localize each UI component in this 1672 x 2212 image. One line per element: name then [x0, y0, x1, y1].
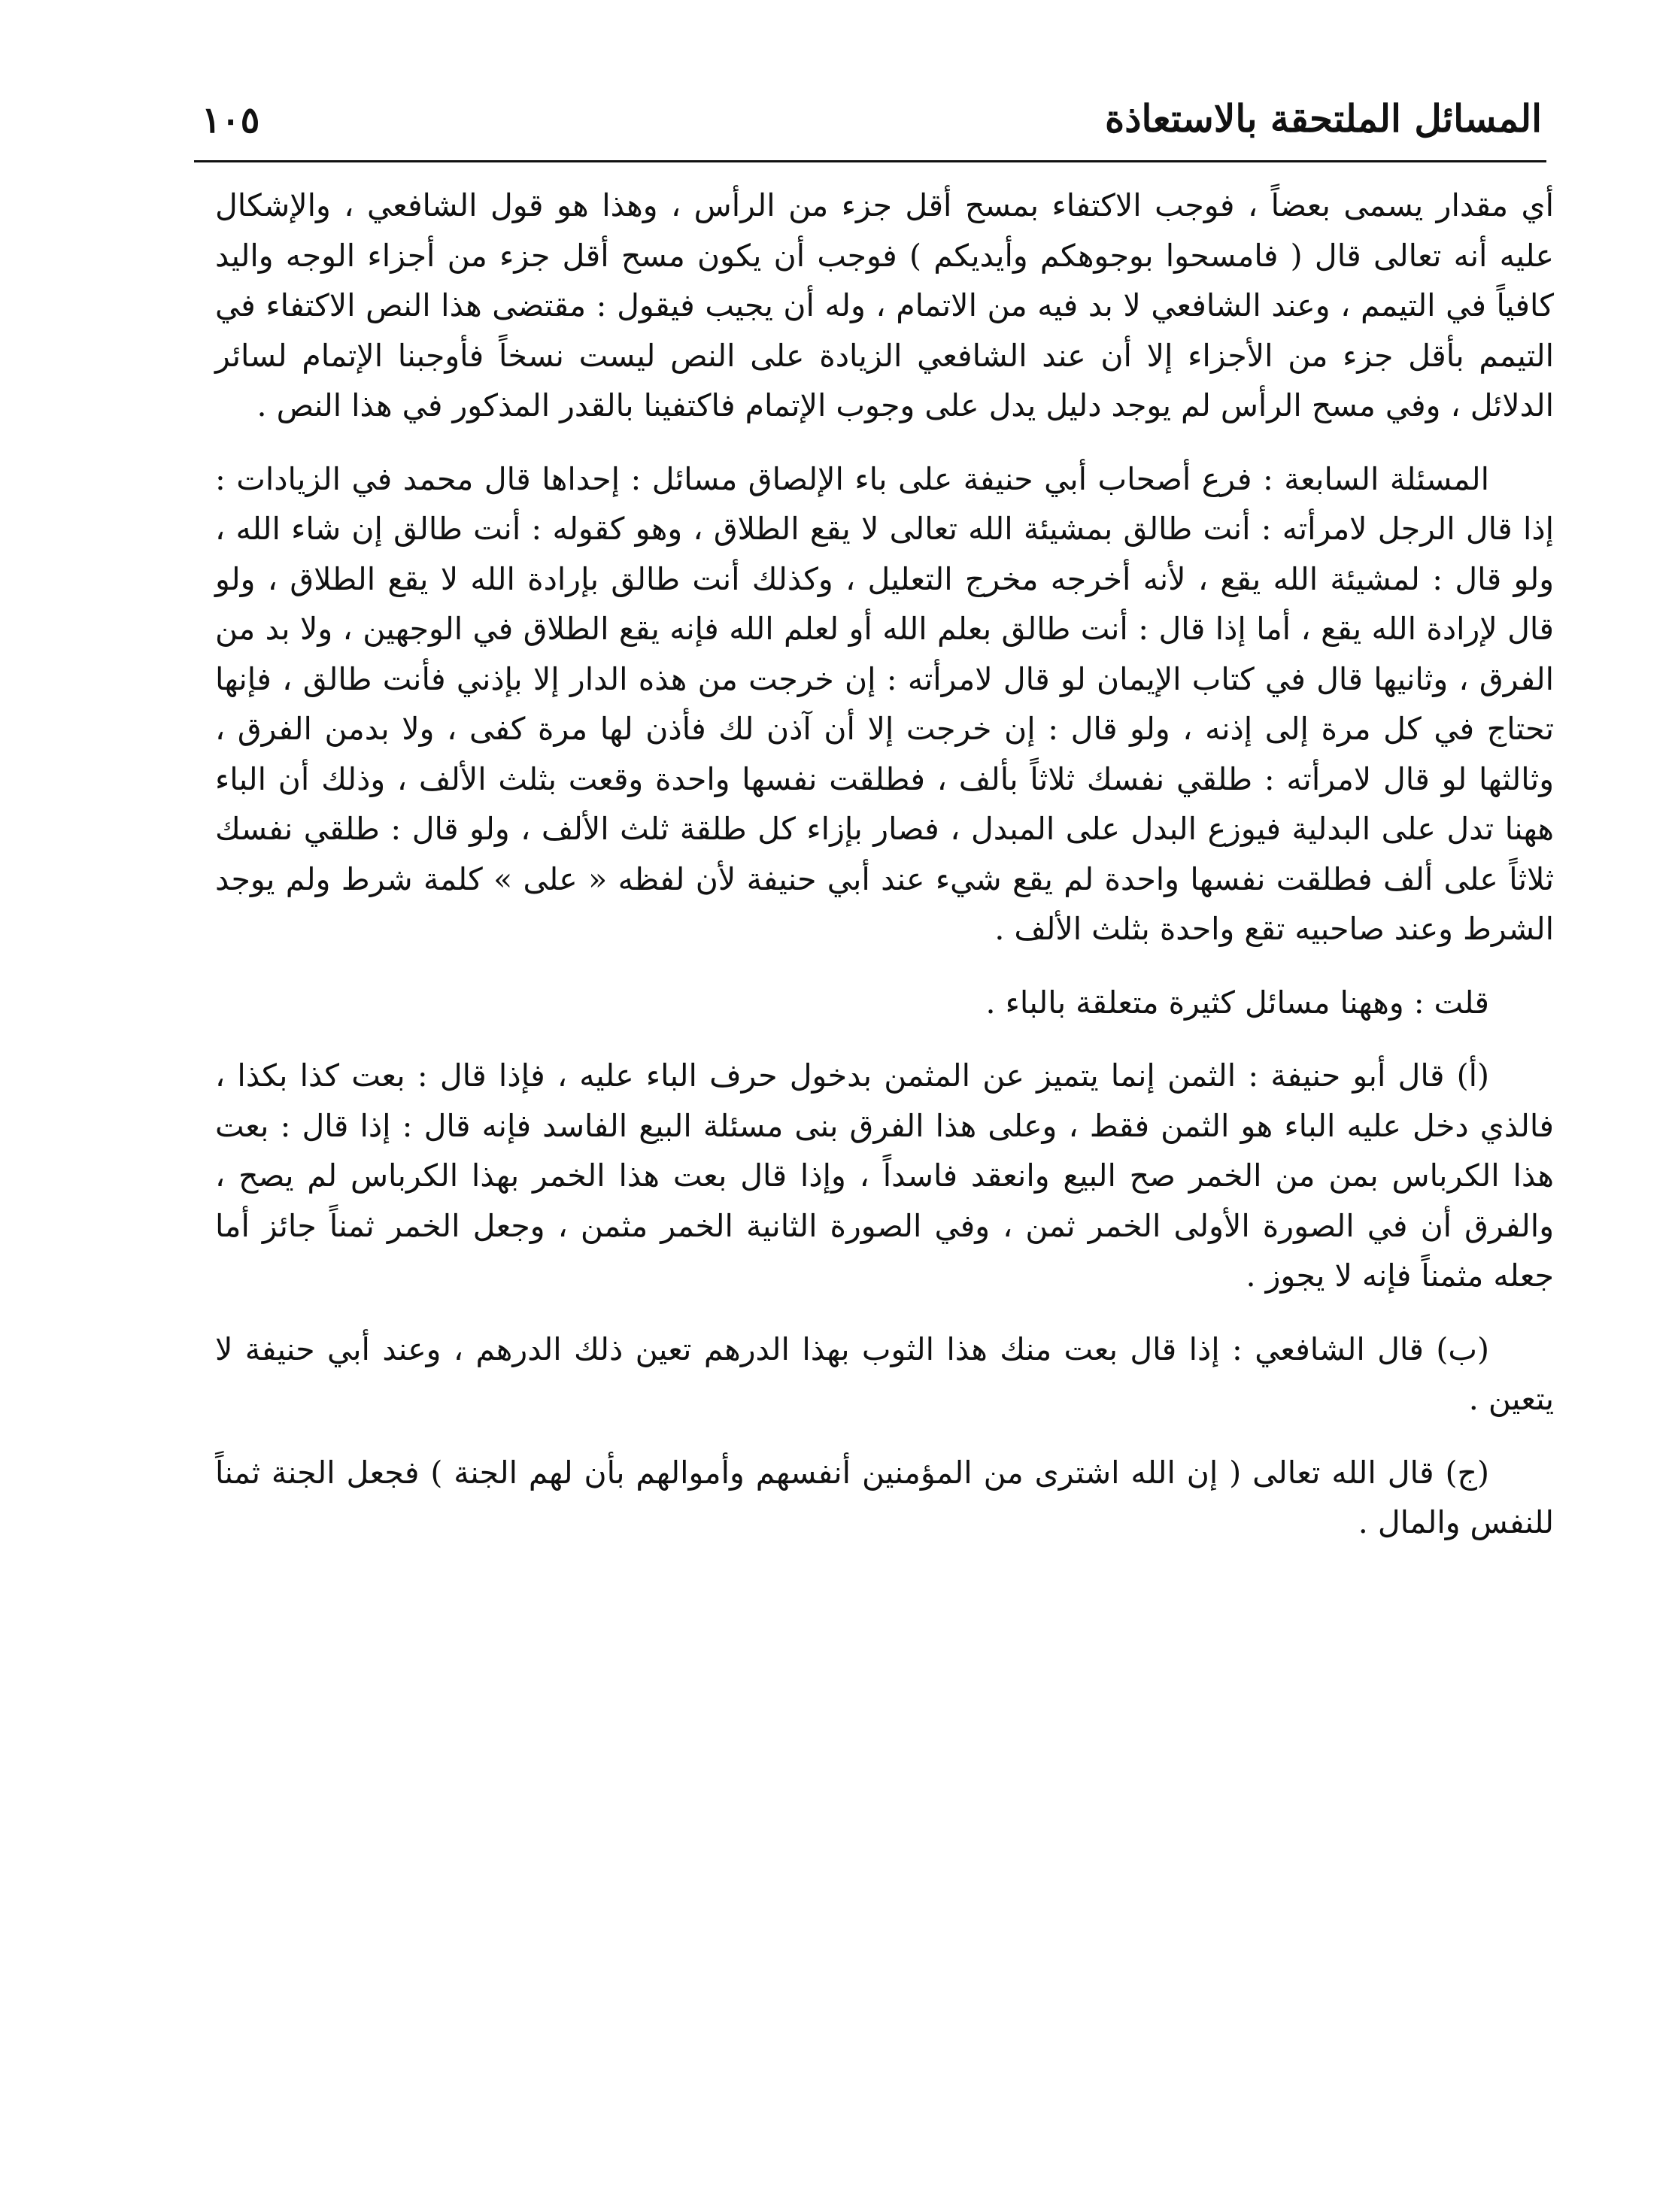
paragraph-item-b: (ب) قال الشافعي : إذا قال بعت منك هذا الثوب بهذا الدرهم تعين ذلك الدرهم ، وعند أبي حنيفة لا يتعين . [215, 1331, 1554, 1417]
paragraph-item-c: (ج) قال الله تعالى ( إن الله اشترى من المؤمنين أنفسهم وأموالهم بأن لهم الجنة ) فجعل الجنة ثمناً للنفس والمال . [215, 1454, 1554, 1540]
running-head [194, 96, 1542, 156]
paragraph-item-a: (أ) قال أبو حنيفة : الثمن إنما يتميز عن المثمن بدخول حرف الباء عليه ، فإذا قال : بعت كذا بكذا ، فالذي دخل عليه الباء هو الثمن فقط ، وعلى هذا الفرق بنى مسئلة البيع الفاسد فإنه قال : إذا قال : بعت هذا الكرباس بمن من الخمر صح البيع وانعقد فاسداً ، وإذا قال بعت هذا الخمر بهذا الكرباس لم يصح ، والفرق أن في الصورة الأولى الخمر ثمن ، وفي الصورة الثانية الخمر مثمن ، وجعل الخمر ثمناً جائز أما جعله مثمناً فإنه لا يجوز . [215, 1057, 1554, 1294]
paragraph-note: قلت : وههنا مسائل كثيرة متعلقة بالباء . [985, 984, 1489, 1021]
header-rule [194, 160, 1546, 162]
body-text [215, 181, 1554, 1571]
paragraph-seventh-question: المسئلة السابعة : فرع أصحاب أبي حنيفة على باء الإلصاق مسائل : إحداها قال محمد في الزيادات : إذا قال الرجل لامرأته : أنت طالق بمشيئة الله تعالى لا يقع الطلاق ، وهو كقوله : أنت طالق إن شاء الله ، ولو قال : لمشيئة الله يقع ، لأنه أخرجه مخرج التعليل ، وكذلك أنت طالق بإرادة الله لا يقع الطلاق ، ولو قال لإرادة الله يقع ، أما إذا قال : أنت طالق بعلم الله أو لعلم الله فإنه يقع الطلاق في الوجهين ، ولا بد من الفرق ، وثانيها قال في كتاب الإيمان لو قال لامرأته : إن خرجت من هذه الدار إلا بإذني فأنت طالق ، فإنها تحتاج في كل مرة إلى إذنه ، ولو قال : إن خرجت إلا أن آذن لك فأذن لها مرة كفى ، ولا بدمن الفرق ، وثالثها لو قال لامرأته : طلقي نفسك ثلاثاً بألف ، فطلقت نفسها واحدة وقعت بثلث الألف ، وذلك أن الباء ههنا تدل على البدلية فيوزع البدل على المبدل ، فصار بإزاء كل طلقة ثلث الألف ، ولو قال : طلقي نفسك ثلاثاً على ألف فطلقت نفسها واحدة لم يقع شيء عند أبي حنيفة لأن لفظه « على » كلمة شرط ولم يوجد الشرط وعند صاحبيه تقع واحدة بثلث الألف . [215, 460, 1555, 947]
page-title: المسائل الملتحقة بالاستعاذة [1105, 96, 1542, 141]
page-number: ١٠٥ [202, 99, 260, 141]
paragraph-continuation: أي مقدار يسمى بعضاً ، فوجب الاكتفاء بمسح أقل جزء من الرأس ، وهذا هو قول الشافعي ، والإشكال عليه أنه تعالى قال ( فامسحوا بوجوهكم وأيديكم ) فوجب أن يكون مسح أقل جزء من أجزاء الوجه واليد كافياً في التيمم ، وعند الشافعي لا بد فيه من الاتمام ، وله أن يجيب فيقول : مقتضى هذا النص الاكتفاء في التيمم بأقل جزء من الأجزاء إلا أن عند الشافعي الزيادة على النص ليست نسخاً فأوجبنا الإتمام لسائر الدلائل ، وفي مسح الرأس لم يوجد دليل يدل على وجوب الإتمام فاكتفينا بالقدر المذكور في هذا النص . [215, 187, 1554, 423]
